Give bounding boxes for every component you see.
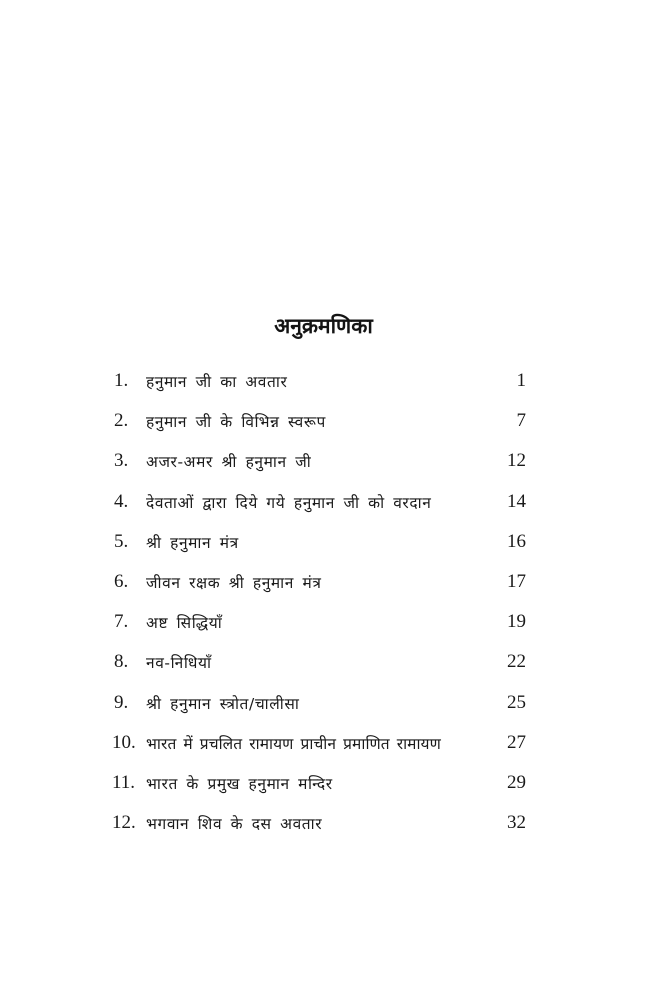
entry-number: 10.: [112, 731, 136, 753]
entry-title: भारत के प्रमुख हनुमान मन्दिर: [146, 774, 333, 793]
entry-title: हनुमान जी का अवतार: [146, 373, 288, 392]
entry-title: हनुमान जी के विभिन्न स्वरूप: [146, 413, 326, 432]
entry-page-number: 17: [507, 571, 526, 593]
entry-page-number: 22: [507, 651, 526, 673]
entry-number: 7.: [114, 611, 129, 633]
toc-entry: [114, 642, 526, 682]
entry-number: 8.: [114, 651, 129, 673]
toc-entry: [114, 763, 526, 803]
entry-page-number: 7: [516, 410, 526, 432]
toc-entry: [114, 723, 526, 763]
toc-entry: [114, 361, 526, 401]
toc-entry: [114, 482, 526, 522]
entry-title: श्री हनुमान मंत्र: [146, 533, 239, 552]
entry-number: 6.: [114, 571, 129, 593]
entry-number: 5.: [114, 530, 129, 552]
entry-number: 4.: [114, 490, 129, 512]
toc-entry: [114, 602, 526, 642]
entry-page-number: 12: [507, 450, 526, 472]
entry-page-number: 16: [507, 530, 526, 552]
entry-page-number: 14: [507, 490, 526, 512]
entry-number: 1.: [114, 370, 129, 392]
toc-entry: [114, 401, 526, 441]
toc-entry: [114, 441, 526, 481]
entry-number: 3.: [114, 450, 129, 472]
entry-title: अष्ट सिद्धियाँ: [146, 614, 223, 633]
toc-entry: [114, 803, 526, 843]
entry-page-number: 27: [507, 731, 526, 753]
entry-number: 2.: [114, 410, 129, 432]
entry-number: 11.: [112, 771, 136, 793]
entry-title: देवताओं द्वारा दिये गये हनुमान जी को वरदान: [146, 493, 432, 512]
entry-page-number: 25: [507, 691, 526, 713]
entry-title: नव-निधियाँ: [146, 654, 212, 673]
toc-entry: [114, 562, 526, 602]
entry-page-number: 1: [516, 370, 526, 392]
entry-title: श्री हनुमान स्त्रोत/चालीसा: [146, 694, 300, 713]
entry-page-number: 32: [507, 812, 526, 834]
entry-number: 12.: [112, 812, 136, 834]
toc-heading: अनुक्रमणिका: [274, 314, 373, 338]
toc-entry: [114, 522, 526, 562]
table-of-contents: [114, 361, 526, 843]
entry-title: जीवन रक्षक श्री हनुमान मंत्र: [146, 574, 322, 593]
entry-page-number: 19: [507, 611, 526, 633]
entry-number: 9.: [114, 691, 129, 713]
toc-entry: [114, 683, 526, 723]
entry-title: अजर-अमर श्री हनुमान जी: [146, 453, 312, 472]
entry-page-number: 29: [507, 771, 526, 793]
entry-title: भारत में प्रचलित रामायण प्राचीन प्रमाणित रामायण: [146, 734, 441, 753]
entry-title: भगवान शिव के दस अवतार: [146, 815, 323, 834]
